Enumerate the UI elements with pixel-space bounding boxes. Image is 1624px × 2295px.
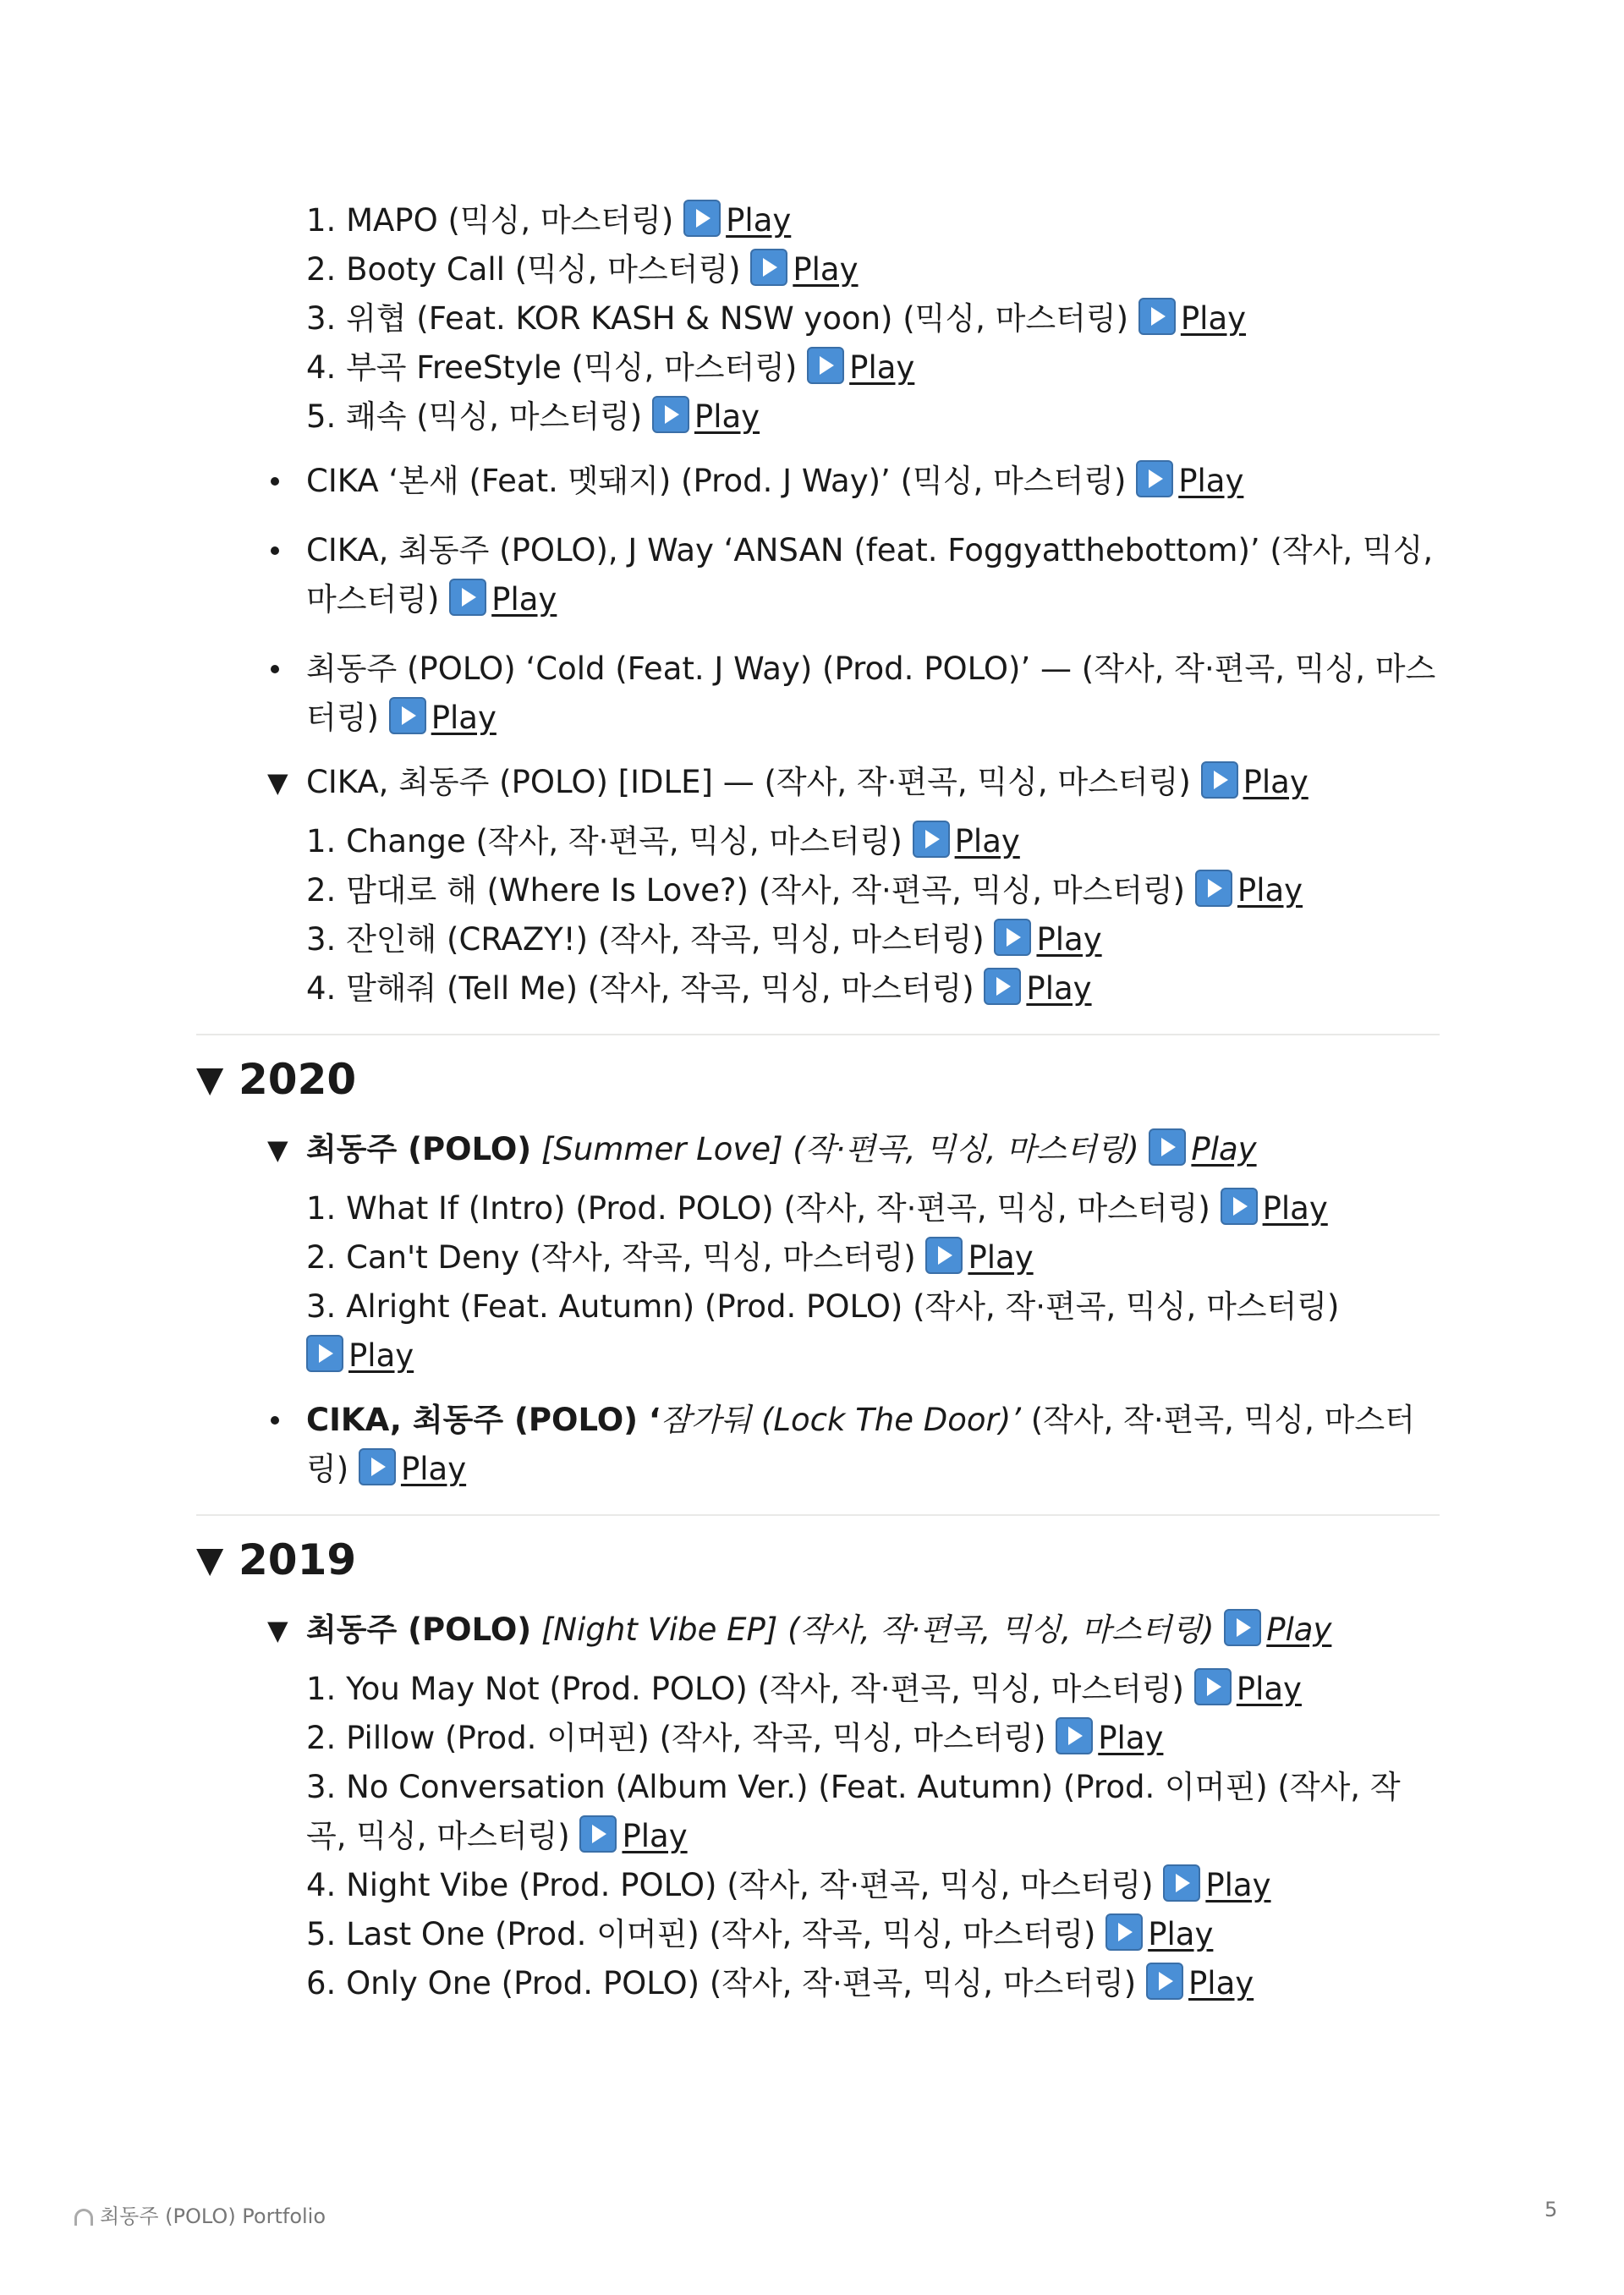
list-item: 6. Only One (Prod. POLO) (작사, 작·편곡, 믹싱, 마스터링) Play <box>306 1959 1440 2008</box>
play-link[interactable]: Play <box>1163 1867 1270 1903</box>
play-button-icon <box>750 249 787 286</box>
play-button-icon <box>652 396 689 433</box>
idle-track-list <box>196 817 1440 1013</box>
list-item: 3. No Conversation (Album Ver.) (Feat. Autumn) (Prod. 이머핀) (작사, 작곡, 믹싱, 마스터링) Play <box>306 1769 1401 1854</box>
list-item: 3. 잔인해 (CRAZY!) (작사, 작곡, 믹싱, 마스터링) Play <box>306 915 1440 964</box>
page-number: 5 <box>1544 2198 1558 2221</box>
divider <box>196 1514 1440 1516</box>
list-item: 3. 위협 (Feat. KOR KASH & NSW yoon) (믹싱, 마스터링) Play <box>306 294 1440 343</box>
divider <box>196 1034 1440 1035</box>
play-link[interactable]: Play <box>1224 1611 1331 1648</box>
year-heading-2019[interactable]: ▼ 2019 <box>196 1528 1440 1592</box>
play-button-icon <box>1201 761 1238 799</box>
play-link[interactable]: Play <box>359 1451 466 1487</box>
play-link[interactable]: Play <box>579 1818 687 1854</box>
play-link[interactable]: Play <box>1221 1190 1328 1227</box>
play-link[interactable]: Play <box>389 700 497 736</box>
play-button-icon <box>925 1237 963 1274</box>
list-item: 2. 맘대로 해 (Where Is Love?) (작사, 작·편곡, 믹싱, 마스터링) Play <box>306 866 1440 915</box>
play-button-icon <box>389 697 426 734</box>
list-item: 1. Change (작사, 작·편곡, 믹싱, 마스터링) Play <box>306 817 1440 866</box>
play-link[interactable]: Play <box>1106 1916 1213 1952</box>
play-link[interactable]: Play <box>984 970 1091 1007</box>
play-link[interactable]: Play <box>925 1239 1033 1276</box>
play-link[interactable]: Play <box>306 1337 414 1374</box>
play-button-icon <box>1224 1609 1261 1646</box>
summer-love-toggle[interactable]: ▼ 최동주 (POLO) [Summer Love] (작·편곡, 믹싱, 마스터링) Play <box>196 1125 1440 1174</box>
list-item: 1. MAPO (믹싱, 마스터링) Play <box>306 196 1440 245</box>
list-item: 2. Booty Call (믹싱, 마스터링) Play <box>306 245 1440 294</box>
track-list <box>196 196 1440 442</box>
play-button-icon <box>359 1448 396 1485</box>
list-item: CIKA ‘본새 (Feat. 멧돼지) (Prod. J Way)’ (믹싱, 마스터링) Play <box>306 457 1440 506</box>
play-link[interactable]: Play <box>449 581 557 618</box>
toggle-triangle-icon[interactable]: ▼ <box>267 1134 288 1166</box>
play-button-icon <box>984 968 1021 1005</box>
play-link[interactable]: Play <box>1056 1720 1163 1756</box>
play-button-icon <box>579 1815 617 1853</box>
play-link[interactable]: Play <box>913 823 1020 859</box>
play-link[interactable]: Play <box>1194 1671 1302 1707</box>
year-heading-2020[interactable]: ▼ 2020 <box>196 1047 1440 1112</box>
page-content <box>196 196 1440 2008</box>
list-item: CIKA, 최동주 (POLO) ‘잠가둬 (Lock The Door)’ (작사, 작·편곡, 믹싱, 마스터링) Play <box>306 1396 1440 1494</box>
play-button-icon <box>1195 870 1232 907</box>
play-link[interactable]: Play <box>1149 1131 1256 1167</box>
toggle-triangle-icon[interactable]: ▼ <box>196 1539 224 1580</box>
play-button-icon <box>683 200 721 237</box>
play-button-icon <box>1221 1188 1258 1225</box>
play-link[interactable]: Play <box>1195 872 1303 909</box>
play-button-icon <box>807 347 844 384</box>
play-button-icon <box>994 919 1031 956</box>
play-button-icon <box>449 579 486 616</box>
list-item: 5. Last One (Prod. 이머핀) (작사, 작곡, 믹싱, 마스터링) Play <box>306 1910 1440 1959</box>
night-vibe-track-list <box>196 1665 1440 2008</box>
bullet-list <box>196 457 1440 743</box>
play-button-icon <box>1146 1963 1183 2000</box>
play-button-icon <box>1056 1717 1093 1754</box>
list-item: 1. You May Not (Prod. POLO) (작사, 작·편곡, 믹싱, 마스터링) Play <box>306 1665 1440 1714</box>
play-button-icon <box>1194 1668 1232 1705</box>
play-link[interactable]: Play <box>1146 1965 1254 2001</box>
play-link[interactable]: Play <box>652 398 760 435</box>
toggle-triangle-icon[interactable]: ▼ <box>196 1058 224 1100</box>
list-item: 4. 말해줘 (Tell Me) (작사, 작곡, 믹싱, 마스터링) Play <box>306 964 1440 1013</box>
bullet-list <box>196 1396 1440 1494</box>
play-link[interactable]: Play <box>1201 764 1309 800</box>
play-link[interactable]: Play <box>750 251 858 288</box>
list-item: 4. Night Vibe (Prod. POLO) (작사, 작·편곡, 믹싱, 마스터링) Play <box>306 1861 1440 1910</box>
play-button-icon <box>1136 460 1173 497</box>
night-vibe-toggle[interactable]: ▼ 최동주 (POLO) [Night Vibe EP] (작사, 작·편곡, 믹싱, 마스터링) Play <box>196 1606 1440 1655</box>
play-link[interactable]: Play <box>1136 463 1243 499</box>
list-item: 2. Can't Deny (작사, 작곡, 믹싱, 마스터링) Play <box>306 1233 1440 1282</box>
play-button-icon <box>1163 1864 1200 1902</box>
list-item: CIKA, 최동주 (POLO), J Way ‘ANSAN (feat. Foggyatthebottom)’ (작사, 믹싱, 마스터링) Play <box>306 526 1440 624</box>
toggle-triangle-icon[interactable]: ▼ <box>267 1614 288 1646</box>
list-item: 2. Pillow (Prod. 이머핀) (작사, 작곡, 믹싱, 마스터링) Play <box>306 1714 1440 1763</box>
list-item: 5. 쾌속 (믹싱, 마스터링) Play <box>306 393 1440 442</box>
list-item: 3. Alright (Feat. Autumn) (Prod. POLO) (작사, 작·편곡, 믹싱, 마스터링) Play <box>306 1288 1340 1374</box>
list-item: 4. 부곡 FreeStyle (믹싱, 마스터링) Play <box>306 343 1440 393</box>
play-button-icon <box>306 1335 343 1372</box>
play-link[interactable]: Play <box>683 202 791 239</box>
play-link[interactable]: Play <box>807 349 914 386</box>
idle-album-toggle[interactable]: ▼ CIKA, 최동주 (POLO) [IDLE] — (작사, 작·편곡, 믹싱, 마스터링) Play <box>196 758 1440 807</box>
play-button-icon <box>1138 298 1176 335</box>
headphones-icon <box>74 2209 93 2226</box>
play-button-icon <box>1149 1128 1186 1166</box>
page-footer: 최동주 (POLO) Portfolio <box>74 2199 326 2229</box>
list-item: 1. What If (Intro) (Prod. POLO) (작사, 작·편곡, 믹싱, 마스터링) Play <box>306 1184 1440 1233</box>
play-link[interactable]: Play <box>1138 300 1246 337</box>
toggle-triangle-icon[interactable]: ▼ <box>267 766 288 799</box>
play-link[interactable]: Play <box>994 921 1101 958</box>
play-button-icon <box>1106 1913 1143 1951</box>
summer-love-track-list <box>196 1184 1440 1381</box>
play-button-icon <box>913 821 950 858</box>
list-item: 최동주 (POLO) ‘Cold (Feat. J Way) (Prod. POLO)’ — (작사, 작·편곡, 믹싱, 마스터링) Play <box>306 645 1440 743</box>
